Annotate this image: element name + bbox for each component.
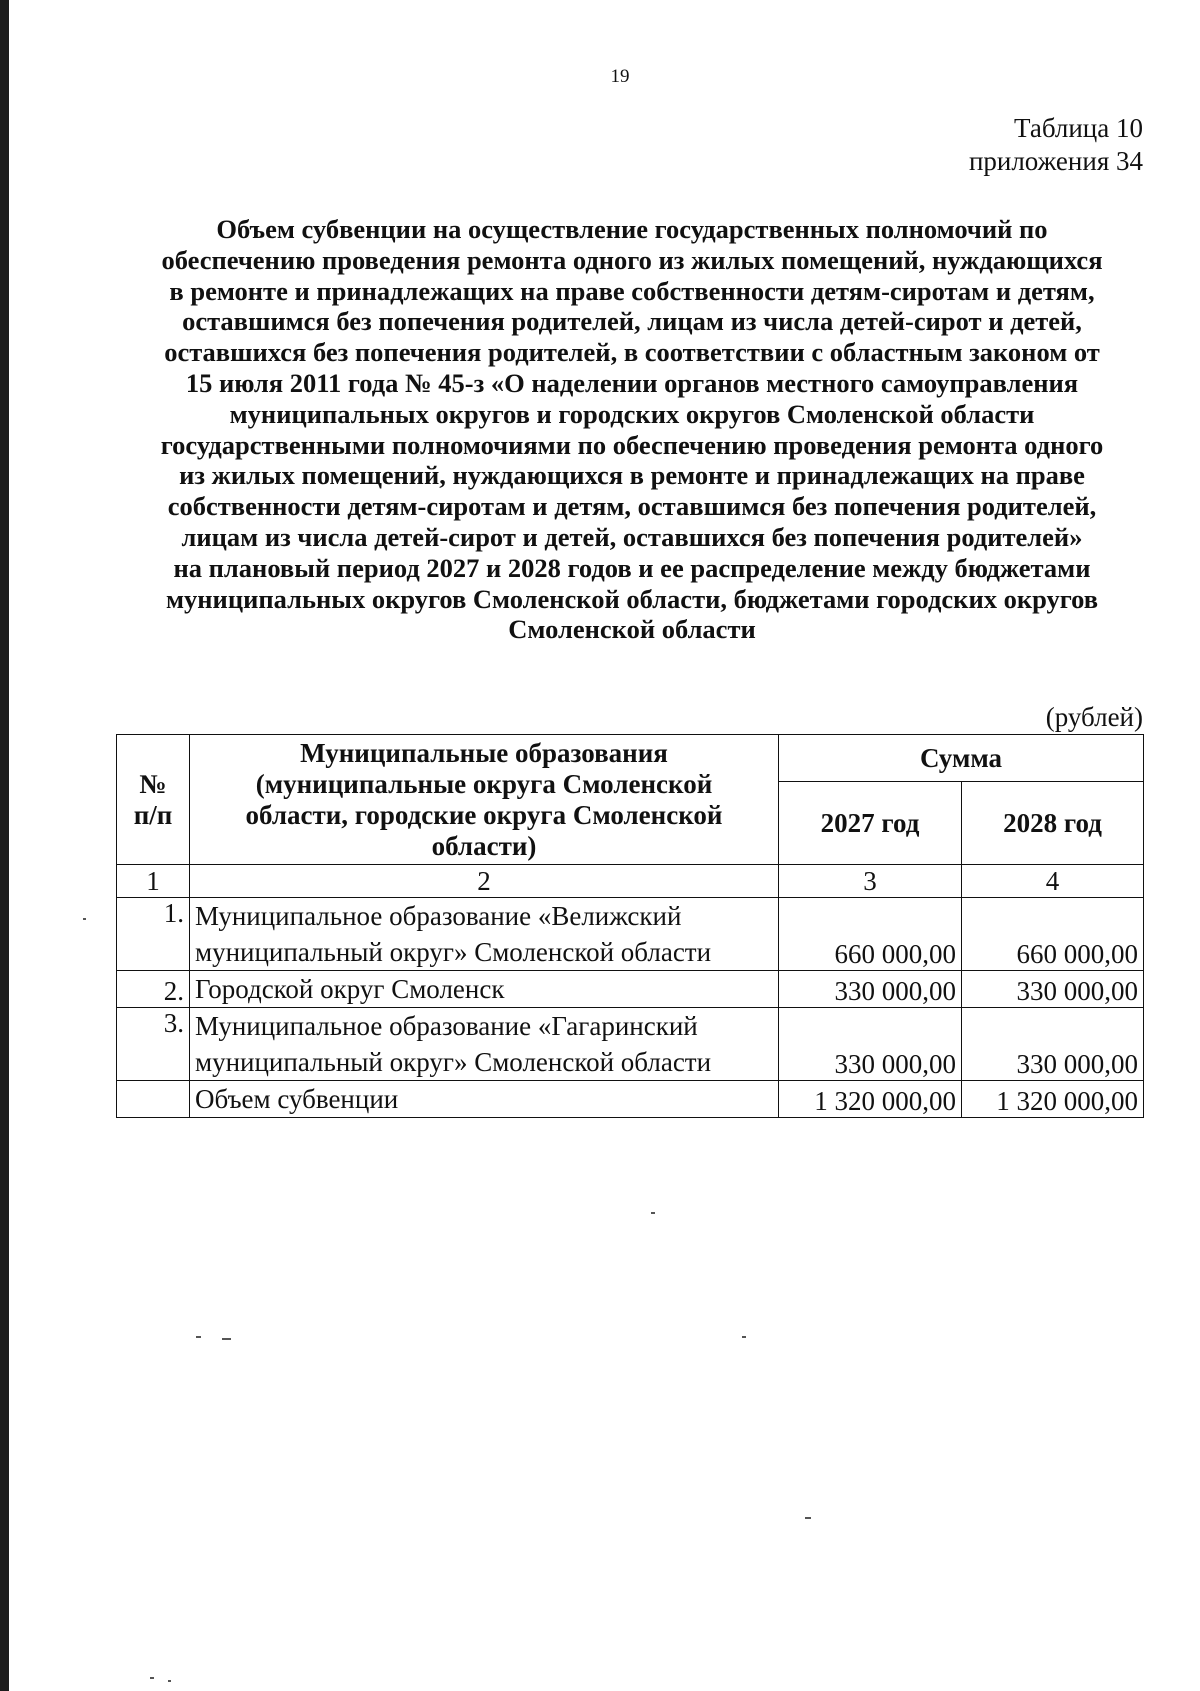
- subvention-table: [116, 734, 1144, 1118]
- header-municipality-line: области): [431, 830, 537, 861]
- title-line: в ремонте и принадлежащих на праве собственности детям-сиротам и детям,: [169, 275, 1095, 306]
- title-line: лицам из числа детей-сирот и детей, оставшихся без попечения родителей»: [181, 521, 1083, 552]
- row-number: 1.: [117, 898, 190, 971]
- header-municipality-line: области, городские округа Смоленской: [245, 799, 723, 830]
- title-line: оставшихся без попечения родителей, в соответствии с областным законом от: [164, 337, 1100, 368]
- header-year-2028: 2028 год: [962, 782, 1144, 865]
- row-sum-2028: 330 000,00: [962, 971, 1144, 1008]
- header-municipality-line: (муниципальные округа Смоленской: [255, 768, 713, 799]
- scan-speck: [83, 918, 86, 920]
- scan-speck: [651, 1212, 655, 1214]
- table-row: [117, 1008, 1144, 1081]
- row-sum-2027: 330 000,00: [779, 971, 962, 1008]
- table-header-row: [117, 735, 1144, 782]
- row-sum-2027: 660 000,00: [779, 898, 962, 971]
- row-municipality-line: Муниципальное образование «Гагаринский: [195, 1011, 698, 1041]
- header-number: [117, 735, 190, 865]
- row-municipality-line: Городской округ Смоленск: [195, 974, 505, 1004]
- title-line: оставшимся без попечения родителей, лицам из числа детей-сирот и детей,: [182, 306, 1082, 337]
- header-number-line: №: [139, 768, 167, 799]
- title-line: Объем субвенции на осуществление государственных полномочий по: [216, 214, 1048, 244]
- header-number-line: п/п: [133, 799, 173, 830]
- title-line: Смоленской области: [508, 614, 756, 645]
- column-number: 2: [190, 865, 779, 898]
- total-number: [117, 1081, 190, 1118]
- table-total-row: [117, 1081, 1144, 1118]
- title-line: муниципальных округов Смоленской области, бюджетами городских округов: [165, 583, 1099, 614]
- scan-speck: [168, 1680, 171, 1682]
- scan-speck: [196, 1336, 201, 1338]
- column-number: 1: [117, 865, 190, 898]
- column-number: 3: [779, 865, 962, 898]
- table-row: [117, 898, 1144, 971]
- row-municipality-line: Муниципальное образование «Велижский: [195, 901, 682, 931]
- total-sum-2027: 1 320 000,00: [779, 1081, 962, 1118]
- header-year-2027: 2027 год: [779, 782, 962, 865]
- column-number-row: [117, 865, 1144, 898]
- title-line: из жилых помещений, нуждающихся в ремонте и принадлежащих на праве: [179, 460, 1085, 491]
- row-sum-2027: 330 000,00: [779, 1008, 962, 1081]
- scan-speck: [742, 1336, 746, 1338]
- row-municipality: [190, 1008, 779, 1081]
- table-reference: [969, 112, 1143, 178]
- row-municipality-line: муниципальный округ» Смоленской области: [195, 1047, 712, 1077]
- page-number: 19: [610, 66, 630, 87]
- row-municipality: [190, 971, 779, 1008]
- scan-speck: [805, 1517, 811, 1519]
- title-line: государственными полномочиями по обеспечению проведения ремонта одного: [160, 429, 1104, 460]
- row-municipality: [190, 898, 779, 971]
- row-number: 2.: [117, 971, 190, 1008]
- title-line: муниципальных округов и городских округов Смоленской области: [229, 398, 1035, 429]
- total-label: Объем субвенции: [190, 1081, 779, 1118]
- title-line: обеспечению проведения ремонта одного из жилых помещений, нуждающихся: [161, 244, 1103, 275]
- title-line: собственности детям-сиротам и детям, оставшимся без попечения родителей,: [167, 491, 1097, 522]
- scan-speck: [222, 1338, 231, 1340]
- scan-edge: [0, 0, 9, 1691]
- row-municipality-line: муниципальный округ» Смоленской области: [195, 937, 712, 967]
- column-number: 4: [962, 865, 1144, 898]
- total-sum-2028: 1 320 000,00: [962, 1081, 1144, 1118]
- document-title: [112, 214, 1152, 645]
- row-number: 3.: [117, 1008, 190, 1081]
- table-reference-line: Таблица 10: [1014, 113, 1143, 143]
- title-line: на плановый период 2027 и 2028 годов и ее распределение между бюджетами: [173, 552, 1091, 583]
- units-label: (рублей): [1045, 702, 1143, 732]
- header-sum: Сумма: [779, 735, 1144, 782]
- header-municipality: [190, 735, 779, 865]
- row-sum-2028: 660 000,00: [962, 898, 1144, 971]
- row-sum-2028: 330 000,00: [962, 1008, 1144, 1081]
- header-municipality-line: Муниципальные образования: [300, 737, 668, 768]
- table-reference-line: приложения 34: [968, 146, 1143, 176]
- scan-speck: [150, 1677, 154, 1679]
- title-line: 15 июля 2011 года № 45-з «О наделении органов местного самоуправления: [185, 367, 1079, 398]
- table-row: [117, 971, 1144, 1008]
